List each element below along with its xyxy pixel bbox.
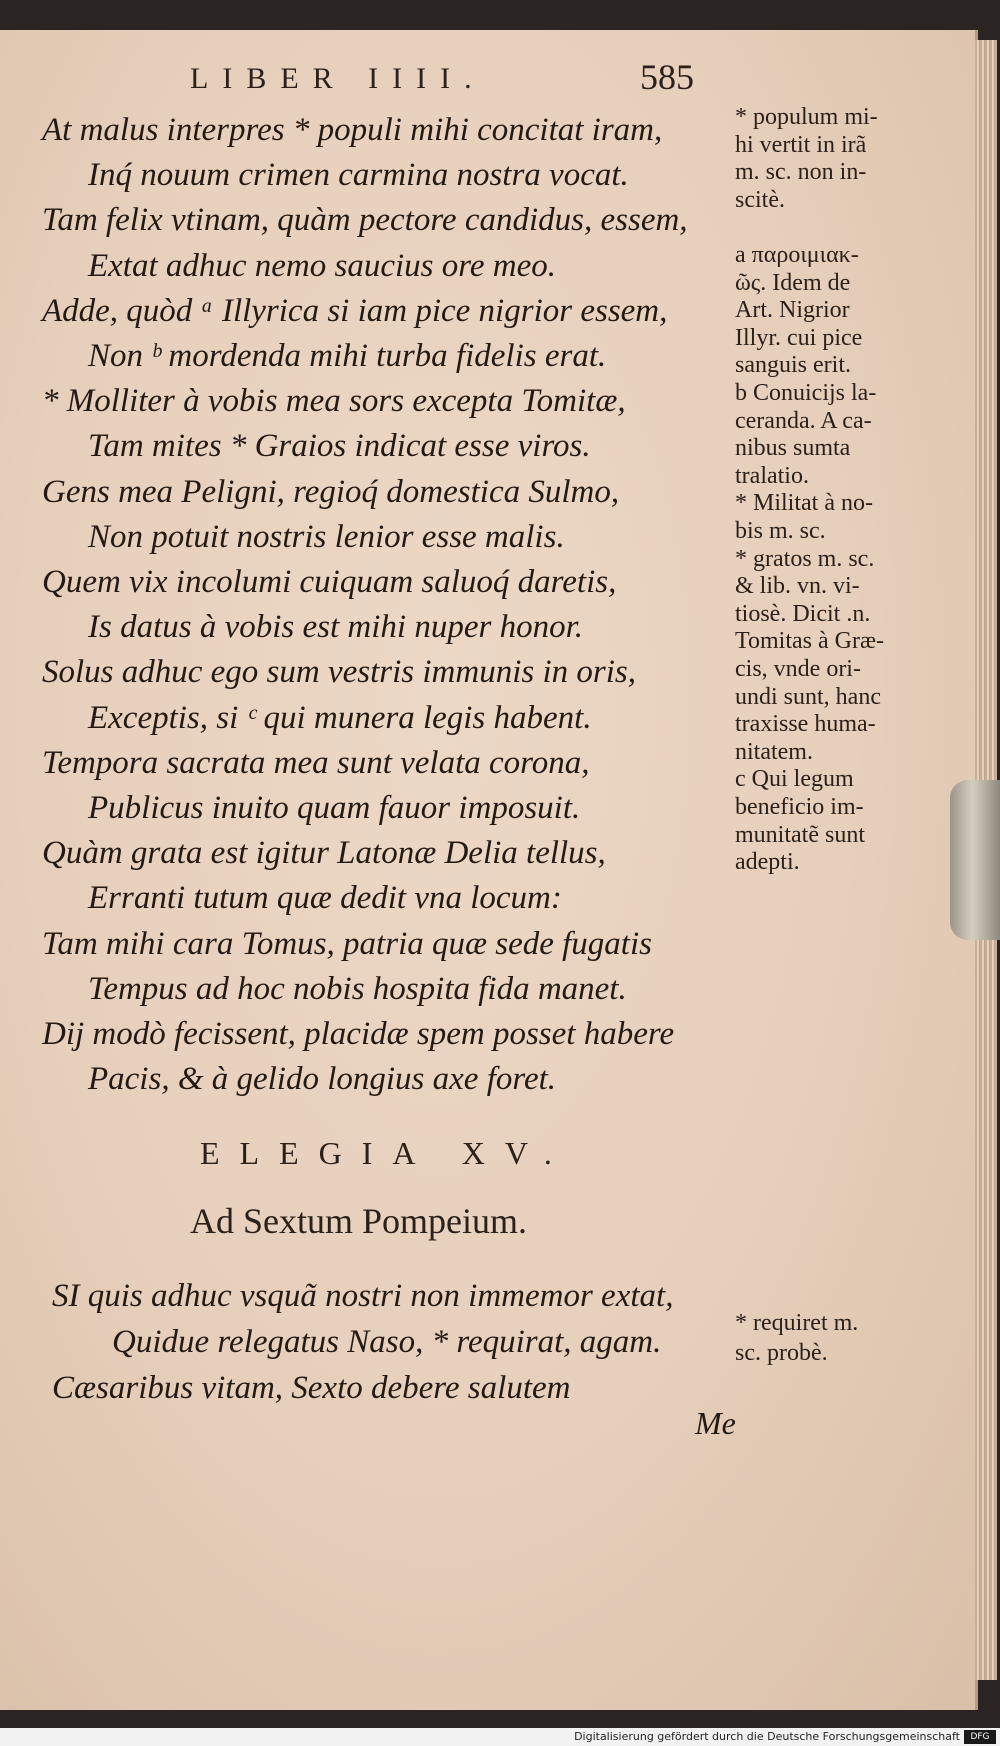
elegia-addressee: Ad Sextum Pompeium.	[190, 1201, 528, 1241]
marginal-note: & lib. vn. vi-	[735, 573, 860, 600]
marginal-note: b Conuicijs la-	[735, 380, 877, 406]
verse-line: Adde, quòd ᵃ Illyrica si iam pice nigrior essem,	[42, 292, 668, 329]
marginal-note: sanguis erit.	[735, 352, 851, 379]
marginal-note: m. sc. non in-	[735, 159, 867, 186]
dfg-logo: DFG	[964, 1730, 996, 1744]
verse-line: Non ᵇ mordenda mihi turba fidelis erat.	[88, 338, 607, 374]
marginal-note: nitatem.	[735, 738, 813, 765]
marginal-note: tiosè. Dicit .n.	[735, 600, 871, 627]
marginal-note: beneficio im-	[735, 794, 864, 820]
marginal-note: scitè.	[735, 186, 785, 213]
verse-line: Tam mihi cara Tomus, patria quæ sede fugatis	[42, 925, 652, 962]
catchword: Me	[695, 1405, 736, 1441]
marginal-note: a παροιμιακ-	[735, 242, 859, 268]
running-head-title: LIBER IIII.	[190, 62, 486, 95]
marginal-note: cis, vnde ori-	[735, 656, 861, 682]
verse-line: At malus interpres * populi mihi concitat iram,	[42, 112, 663, 148]
verse-line: Is datus à vobis est mihi nuper honor.	[88, 609, 583, 646]
verse-line: * Molliter à vobis mea sors excepta Tomitæ,	[42, 383, 626, 420]
marginal-note: traxisse huma-	[735, 711, 876, 738]
verse-line: Inq́ nouum crimen carmina nostra vocat.	[88, 157, 629, 194]
marginal-note: Tomitas à Græ-	[735, 628, 884, 655]
verse-line: Quidue relegatus Naso, * requirat, agam.	[112, 1324, 662, 1360]
verse-line: Quem vix incolumi cuiquam saluoq́ daretis,	[42, 564, 617, 600]
marginal-note: munitatẽ sunt	[735, 821, 865, 848]
marginal-note: sc. probè.	[735, 1340, 828, 1366]
verse-line: Extat adhuc nemo saucius ore meo.	[88, 247, 557, 284]
verse-line: Non potuit nostris lenior esse malis.	[88, 518, 565, 555]
verse-line: Pacis, & à gelido longius axe foret.	[88, 1061, 557, 1098]
verse-line: Erranti tutum quæ dedit vna locum:	[88, 880, 562, 917]
marginal-note: * gratos m. sc.	[735, 545, 875, 572]
verse-line: Tam felix vtinam, quàm pectore candidus, essem,	[42, 202, 688, 239]
verse-line: Cæsaribus vitam, Sexto debere salutem	[52, 1370, 571, 1406]
marginal-note: undi sunt, hanc	[735, 683, 881, 710]
marginal-note: * populum mi-	[735, 104, 878, 130]
marginal-note: adepti.	[735, 849, 800, 876]
verse-line: Exceptis, si ᶜ qui munera legis habent.	[88, 699, 592, 736]
marginal-note: * Militat à no-	[735, 490, 873, 517]
verse-line: Dij modò fecissent, placidæ spem posset habere	[42, 1016, 675, 1052]
marginal-note: hi vertit in irã	[735, 131, 867, 158]
verse-line: Solus adhuc ego sum vestris immunis in oris,	[42, 654, 636, 691]
marginal-note: ῶς. Idem de	[735, 269, 851, 296]
marginal-note: Illyr. cui pice	[735, 324, 863, 351]
marginal-note: ceranda. A ca-	[735, 407, 872, 434]
marginal-note: nibus sumta	[735, 435, 851, 462]
marginal-note: bis m. sc.	[735, 518, 826, 544]
verse-line: Gens mea Peligni, regioq́ domestica Sulmo,	[42, 473, 620, 510]
verse-line: Publicus inuito quam fauor imposuit.	[88, 790, 581, 826]
marginal-note: Art. Nigrior	[735, 297, 850, 324]
digitization-footer	[0, 1728, 1000, 1746]
marginal-note: c Qui legum	[735, 766, 854, 793]
verse-line: Tempora sacrata mea sunt velata corona,	[42, 744, 590, 781]
elegia-heading: ELEGIA XV.	[200, 1135, 572, 1171]
verse-line: SI quis adhuc vsquã nostri non immemor extat,	[52, 1278, 674, 1314]
verse-line: Tempus ad hoc nobis hospita fida manet.	[88, 970, 627, 1007]
verse-line: Tam mites * Graios indicat esse viros.	[88, 428, 591, 465]
page-clip	[950, 780, 1000, 940]
footer-text: Digitalisierung gefördert durch die Deutsche Forschungsgemeinschaft	[574, 1730, 960, 1743]
verse-line: Quàm grata est igitur Latonæ Delia tellus,	[42, 835, 606, 872]
page-number: 585	[640, 57, 694, 97]
marginal-note: tralatio.	[735, 462, 809, 489]
marginal-note: * requiret m.	[735, 1310, 859, 1336]
